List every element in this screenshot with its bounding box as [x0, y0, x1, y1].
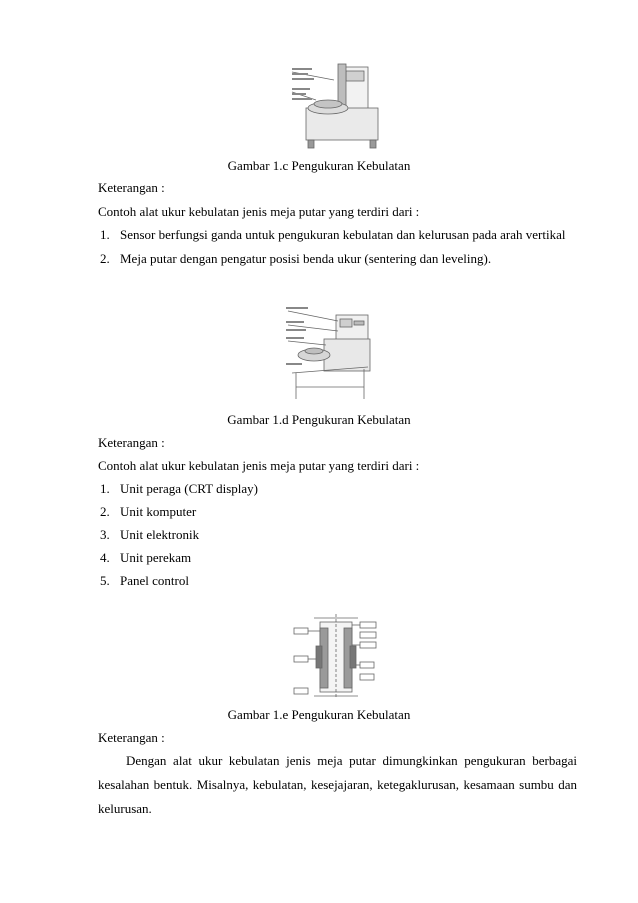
- list-item: [100, 251, 491, 267]
- figure-1c-image: [286, 62, 386, 152]
- list-item: [100, 481, 258, 497]
- list-item-text: Unit komputer: [120, 504, 197, 519]
- figure-1d-intro: Contoh alat ukur kebulatan jenis meja putar yang terdiri dari :: [98, 458, 420, 473]
- list-item-number: 2.: [100, 504, 110, 519]
- figure-1c-intro: Contoh alat ukur kebulatan jenis meja putar yang terdiri dari :: [98, 204, 420, 219]
- list-item: [100, 504, 196, 520]
- figure-1d-caption: Gambar 1.d Pengukuran Kebulatan: [227, 412, 411, 427]
- figure-1e-image: [290, 608, 382, 700]
- figure-1e-caption: Gambar 1.e Pengukuran Kebulatan: [227, 707, 411, 722]
- list-item-text: Unit peraga (CRT display): [120, 481, 258, 496]
- list-item-text: Unit elektronik: [120, 527, 200, 542]
- figure-1e-keterangan: Keterangan :: [98, 730, 165, 745]
- list-item-number: 2.: [100, 251, 110, 266]
- list-item: [100, 527, 199, 543]
- list-item-text: Unit perekam: [120, 550, 192, 565]
- list-item-text: Meja putar dengan pengatur posisi benda ukur (sentering dan leveling).: [120, 251, 492, 266]
- list-item-number: 3.: [100, 527, 110, 542]
- list-item: [100, 573, 189, 589]
- list-item-text: Panel control: [120, 573, 189, 588]
- list-item-number: 5.: [100, 573, 110, 588]
- figure-1c-caption: Gambar 1.c Pengukuran Kebulatan: [227, 158, 411, 173]
- paragraph-line: kelurusan.: [98, 801, 152, 816]
- list-item-number: 1.: [100, 227, 110, 242]
- figure-1d-keterangan: Keterangan :: [98, 435, 165, 450]
- paragraph-line: Dengan alat ukur kebulatan jenis meja putar dimungkinkan pengukuran berbagai: [126, 753, 577, 768]
- list-item: [100, 227, 565, 243]
- list-item-number: 4.: [100, 550, 110, 565]
- figure-1e-paragraph: [98, 749, 577, 821]
- paragraph-line: kesalahan bentuk. Misalnya, kebulatan, kesejajaran, ketegaklurusan, kesamaan sumbu dan: [98, 777, 577, 792]
- list-item-number: 1.: [100, 481, 110, 496]
- list-item-text: Sensor berfungsi ganda untuk pengukuran kebulatan dan kelurusan pada arah vertikal: [120, 227, 566, 242]
- list-item: [100, 550, 191, 566]
- figure-1d-image: [284, 303, 376, 403]
- figure-1c-keterangan: Keterangan :: [98, 180, 165, 195]
